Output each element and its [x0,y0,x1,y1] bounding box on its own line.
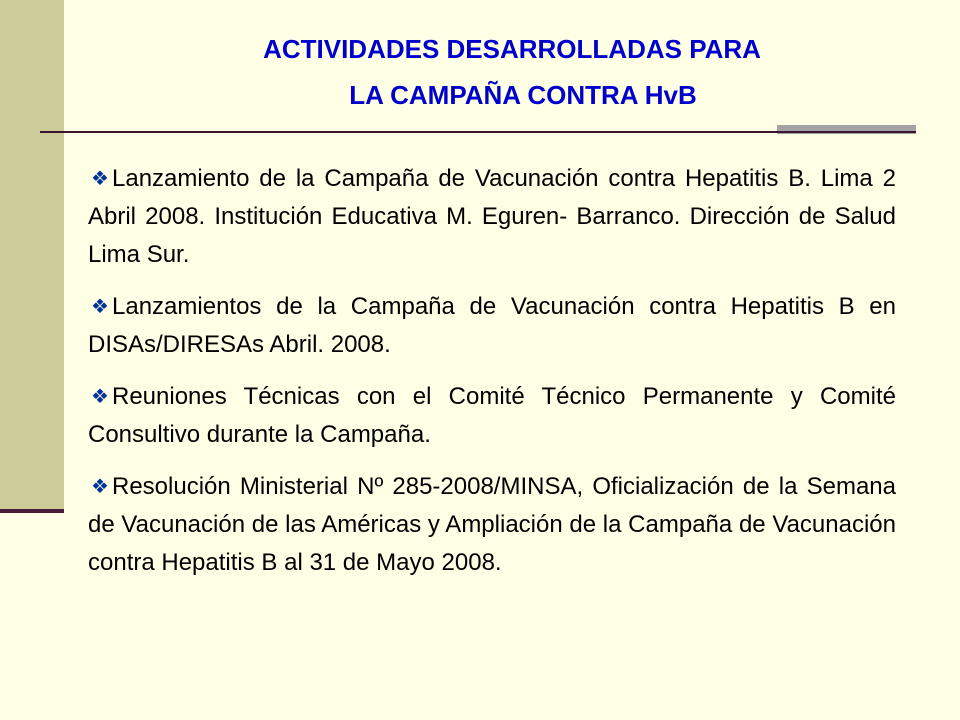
list-item [88,288,896,364]
bullet-text: Resolución Ministerial Nº 285-2008/MINSA, Oficialización de la Semana de Vacunación de las Américas y Ampliación de la Campaña de Vacunación contra Hepatitis B al 31 de Mayo 2008. [88,473,896,576]
four-diamond-bullet-icon: ❖ [91,296,109,318]
sidebar-bottom-rule [0,509,64,513]
list-item [88,160,896,274]
four-diamond-bullet-icon: ❖ [91,168,109,190]
list-item [88,378,896,454]
title-line-2: LA CAMPAÑA CONTRA HvB [349,80,697,110]
left-sidebar-band [0,0,64,512]
bullet-list [88,160,896,596]
slide-title [64,26,960,118]
list-item [88,468,896,582]
bullet-text: Lanzamiento de la Campaña de Vacunación contra Hepatitis B. Lima 2 Abril 2008. Institución Educativa M. Eguren- Barranco. Dirección de Salud Lima Sur. [88,165,896,268]
bullet-text: Lanzamientos de la Campaña de Vacunación contra Hepatitis B en DISAs/DIRESAs Abril. 2008. [88,293,896,358]
four-diamond-bullet-icon: ❖ [91,386,109,408]
header-divider [40,131,916,133]
title-line-1: ACTIVIDADES DESARROLLADAS PARA [263,34,761,64]
four-diamond-bullet-icon: ❖ [91,476,109,498]
bullet-text: Reuniones Técnicas con el Comité Técnico Permanente y Comité Consultivo durante la Campaña. [88,383,896,448]
